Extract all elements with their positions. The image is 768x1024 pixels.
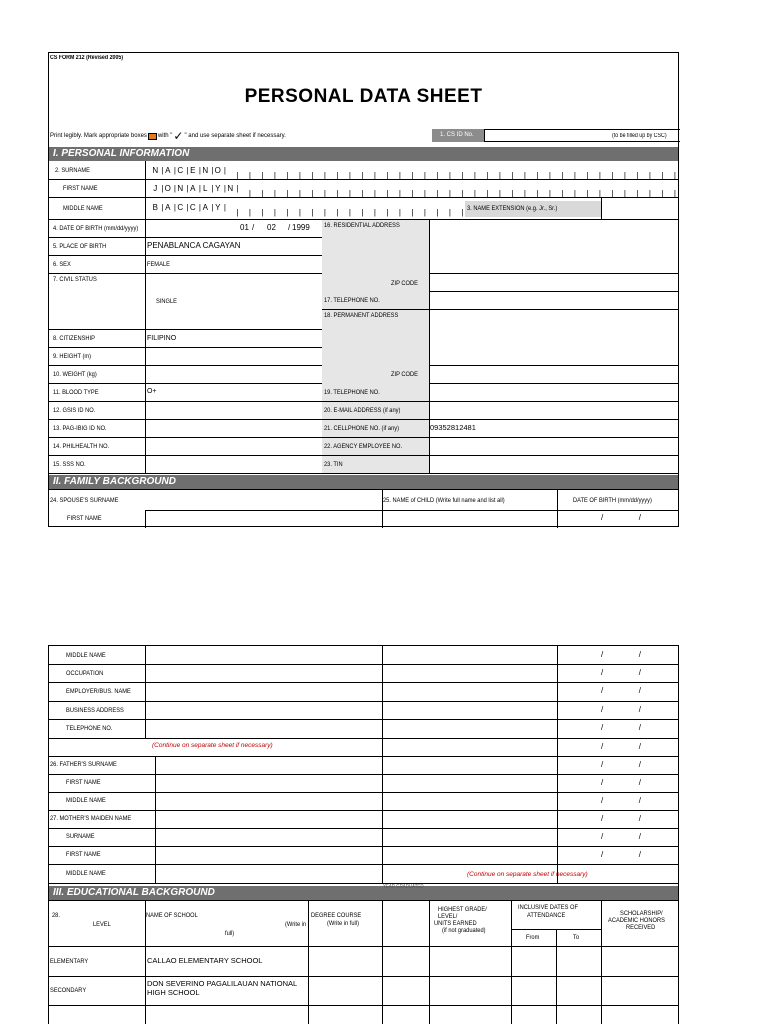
- firstname-label: FIRST NAME: [63, 185, 98, 192]
- pob-label: 5. PLACE OF BIRTH: [53, 243, 107, 250]
- letter-box: A |: [162, 166, 175, 175]
- checkbox-sample-icon: [148, 133, 157, 140]
- father-middlename-label: MIDDLE NAME: [66, 797, 106, 804]
- children-label: 25. NAME of CHILD (Write full name and list all): [383, 497, 505, 504]
- spouse-middlename-label: MIDDLE NAME: [66, 652, 106, 659]
- edu-to-header: To: [573, 934, 580, 941]
- child-dob-slashes: / /: [601, 832, 641, 841]
- edu-school-note-a: (Write in: [285, 921, 307, 928]
- height-label: 9. HEIGHT (m): [53, 353, 92, 360]
- pob-value: PENABLANCA CAGAYAN: [147, 241, 241, 250]
- edu-honors-a: SCHOLARSHIP/: [620, 910, 663, 917]
- occupation-label: OCCUPATION: [66, 670, 104, 677]
- edu-school-note-b: full): [225, 930, 235, 937]
- edu-dates-b: ATTENDANCE: [527, 912, 566, 919]
- surname-input[interactable]: [149, 162, 674, 179]
- letter-box: N |: [149, 166, 162, 175]
- section-personal-information: I. PERSONAL INFORMATION: [49, 147, 678, 161]
- letter-box: Y |: [212, 184, 225, 193]
- mother-middlename-label: MIDDLE NAME: [66, 870, 106, 877]
- letter-box: C |: [174, 166, 187, 175]
- letter-box: N |: [174, 184, 187, 193]
- dob-sep: /: [288, 223, 291, 232]
- child-dob-slashes: / /: [601, 650, 641, 659]
- letter-box: A |: [162, 203, 175, 212]
- edu-from-header: From: [526, 934, 540, 941]
- cellphone-value: 09352812481: [430, 423, 476, 432]
- instructions-mid: with ": [157, 133, 173, 139]
- blood-type-value: O+: [147, 388, 157, 395]
- csid-note: (to be filled up by CSC): [612, 133, 667, 139]
- dob-year: 1999: [292, 223, 310, 232]
- checkmark-icon: ✓: [173, 129, 184, 143]
- name-extension-label: 3. NAME EXTENSION (e.g. Jr., Sr.): [467, 205, 558, 212]
- edu-year-header: YEAR GRADUATED: [383, 884, 424, 890]
- civil-status-label: 7. CIVIL STATUS: [53, 276, 97, 283]
- telephone-label: TELEPHONE NO.: [66, 725, 113, 732]
- edu-level-header: LEVEL: [93, 921, 111, 928]
- edu-school-header: NAME OF SCHOOL: [146, 912, 198, 919]
- child-dob-slashes: / /: [601, 723, 641, 732]
- agency-employee-label: 22. AGENCY EMPLOYEE NO.: [324, 443, 403, 450]
- civil-status-value: SINGLE: [156, 298, 177, 305]
- child-dob-slashes: / /: [601, 778, 641, 787]
- pds-page-1: [48, 52, 679, 527]
- child-dob-slashes: / /: [601, 814, 641, 823]
- pagibig-label: 13. PAG-IBIG ID NO.: [53, 425, 107, 432]
- letter-box: J |: [149, 184, 162, 193]
- middlename-label: MIDDLE NAME: [63, 205, 103, 212]
- sss-label: 15. SSS NO.: [53, 461, 86, 468]
- mother-surname-label: SURNAME: [66, 833, 95, 840]
- edu-row-school: DON SEVERINO PAGALILAUAN NATIONAL: [147, 979, 298, 988]
- edu-row-school-cont: HIGH SCHOOL: [147, 988, 200, 997]
- instructions-suffix: " and use separate sheet if necessary.: [184, 133, 286, 139]
- letter-box: A |: [187, 184, 200, 193]
- letter-box: C |: [174, 203, 187, 212]
- form-code: CS FORM 212 (Revised 2005): [50, 55, 124, 61]
- mother-maiden-label: 27. MOTHER'S MAIDEN NAME: [50, 815, 132, 822]
- philhealth-label: 14. PHILHEALTH NO.: [53, 443, 110, 450]
- surname-label: 2. SURNAME: [55, 167, 90, 174]
- child-dob-slashes: / /: [601, 796, 641, 805]
- edu-highest-c: UNITS EARNED: [434, 920, 477, 927]
- edu-dates-a: INCLUSIVE DATES OF: [518, 904, 578, 911]
- child-dob-label: DATE OF BIRTH (mm/dd/yyyy): [573, 497, 652, 504]
- blood-type-label: 11. BLOOD TYPE: [53, 389, 99, 396]
- sex-label: 6. SEX: [53, 261, 71, 268]
- letter-box: Y |: [212, 203, 225, 212]
- child-dob-slashes: / /: [601, 742, 641, 751]
- tin-label: 23. TIN: [324, 461, 343, 468]
- weight-label: 10. WEIGHT (kg): [53, 371, 97, 378]
- business-address-label: BUSINESS ADDRESS: [66, 707, 124, 714]
- email-label: 20. E-MAIL ADDRESS (if any): [324, 407, 401, 414]
- citizenship-value: FILIPINO: [147, 335, 177, 342]
- edu-honors-b: ACADEMIC HONORS: [608, 917, 665, 924]
- firstname-input[interactable]: [149, 180, 674, 197]
- letter-box: A |: [199, 203, 212, 212]
- edu-degree-note: (Write in full): [327, 920, 359, 927]
- edu-degree-header: DEGREE COURSE: [311, 912, 362, 919]
- telephone-19-label: 19. TELEPHONE NO.: [324, 389, 380, 396]
- employer-label: EMPLOYER/BUS. NAME: [66, 688, 131, 695]
- edu-row-school: CALLAO ELEMENTARY SCHOOL: [147, 956, 263, 965]
- page-title: PERSONAL DATA SHEET: [244, 86, 483, 107]
- edu-honors-c: RECEIVED: [626, 924, 656, 931]
- edu-row-level: ELEMENTARY: [50, 958, 89, 965]
- continue-note: (Continue on separate sheet if necessary): [152, 742, 273, 749]
- letter-box: N |: [224, 184, 237, 193]
- edu-highest-d: (if not graduated): [442, 927, 486, 934]
- edu-highest-a: HIGHEST GRADE/: [438, 906, 487, 913]
- dob-month: 01: [240, 223, 249, 232]
- zipcode-2-label: ZIP CODE: [391, 371, 418, 378]
- child-dob-slashes: / /: [601, 705, 641, 714]
- gsis-label: 12. GSIS ID NO.: [53, 407, 96, 414]
- section-family-background: II. FAMILY BACKGROUND: [49, 475, 678, 489]
- spouse-firstname-label: FIRST NAME: [67, 515, 102, 522]
- child-dob-slashes: / /: [601, 850, 641, 859]
- section-educational-background: III. EDUCATIONAL BACKGROUND: [49, 886, 678, 900]
- father-firstname-label: FIRST NAME: [66, 779, 101, 786]
- residential-address-label: 16. RESIDENTIAL ADDRESS: [324, 222, 400, 229]
- edu-row-level: SECONDARY: [50, 987, 87, 994]
- telephone-17-label: 17. TELEPHONE NO.: [324, 297, 380, 304]
- citizenship-label: 8. CITIZENSHIP: [53, 335, 95, 342]
- spouse-surname-label: 24. SPOUSE'S SURNAME: [50, 497, 119, 504]
- instructions-prefix: Print legibly. Mark appropriate boxes: [50, 133, 147, 139]
- dob-day: 02: [267, 223, 276, 232]
- letter-box: C |: [187, 203, 200, 212]
- continue-note-2: (Continue on separate sheet if necessary): [467, 871, 588, 878]
- letter-box: L |: [199, 184, 212, 193]
- pds-page-2: [48, 645, 679, 1024]
- letter-box: N |: [199, 166, 212, 175]
- child-dob-slashes: / /: [601, 686, 641, 695]
- letter-box: O |: [212, 166, 225, 175]
- letter-box: B |: [149, 203, 162, 212]
- permanent-address-label: 18. PERMANENT ADDRESS: [324, 312, 399, 319]
- sex-value: FEMALE: [147, 261, 170, 268]
- instructions: [50, 129, 286, 143]
- edu-highest-b: LEVEL/: [438, 913, 458, 920]
- child-dob-slashes: / /: [601, 668, 641, 677]
- zipcode-label: ZIP CODE: [391, 280, 418, 287]
- dob-sep: /: [252, 223, 255, 232]
- child-dob-slashes: / /: [601, 760, 641, 769]
- csid-label: 1. CS ID No.: [432, 129, 484, 142]
- middlename-input[interactable]: [149, 199, 462, 216]
- child-dob-slashes: / /: [601, 513, 641, 522]
- dob-label: 4. DATE OF BIRTH (mm/dd/yyyy): [53, 225, 139, 232]
- address-shade: [322, 220, 429, 473]
- edu-number: 28.: [52, 912, 60, 919]
- mother-firstname-label: FIRST NAME: [66, 851, 101, 858]
- letter-box: E |: [187, 166, 200, 175]
- father-surname-label: 26. FATHER'S SURNAME: [50, 761, 117, 768]
- cellphone-label: 21. CELLPHONE NO. (if any): [324, 425, 400, 432]
- letter-box: O |: [162, 184, 175, 193]
